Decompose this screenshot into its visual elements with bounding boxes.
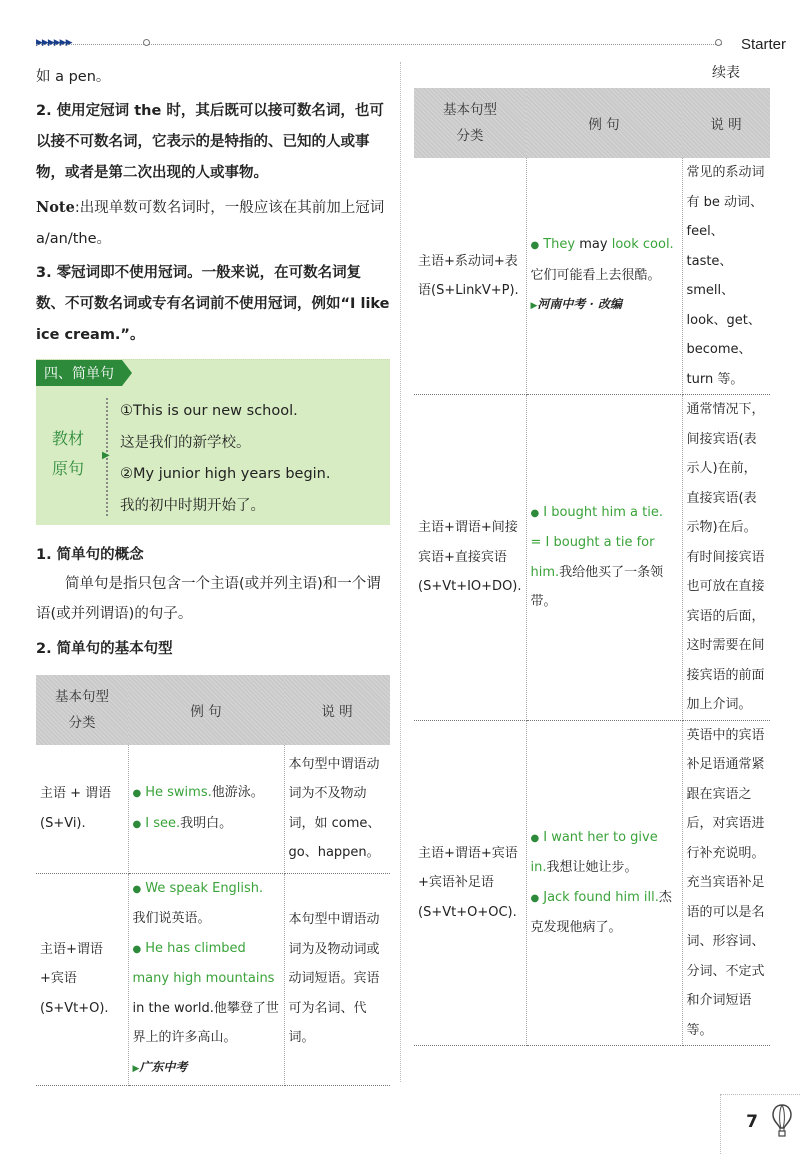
pattern-cell: 主语+谓语+宾语(S+Vt+O). xyxy=(36,873,128,1085)
note xyxy=(36,192,390,255)
example: ● They may look cool. xyxy=(530,237,674,253)
sentence: ②My junior high years begin. xyxy=(120,466,331,482)
pattern-cell: 主语+谓语+间接宾语+直接宾语(S+Vt+IO+DO). xyxy=(414,395,526,721)
table-header: 例 句 xyxy=(128,675,284,745)
textbook-label-line: 原句 xyxy=(52,459,85,478)
paragraph: 2. 使用定冠词 the 时，其后既可以接可数名词，也可以接不可数名词，它表示的是特指的、已知的人或事物，或者是第二次出现的人或事物。 xyxy=(36,103,384,181)
header-rule xyxy=(36,44,722,45)
example-cell xyxy=(526,395,682,721)
example-translation: 我们说英语。 xyxy=(132,911,211,927)
sentence: 这是我们的新学校。 xyxy=(120,434,251,451)
example: ● Jack found him ill.杰克发现他病了。 xyxy=(530,889,672,936)
table-row xyxy=(414,395,770,721)
header-arrows: ▶▶▶▶▶▶ xyxy=(36,38,72,48)
textbook-sentences xyxy=(120,396,330,522)
table-row xyxy=(414,158,770,395)
sentence: ①This is our new school. xyxy=(120,403,298,419)
page-number: 7 xyxy=(746,1112,758,1132)
header-title: Starter xyxy=(740,36,786,53)
sentence: 我的初中时期开始了。 xyxy=(120,497,265,514)
subheading: 2. 简单句的基本句型 xyxy=(36,641,173,657)
table-header: 说 明 xyxy=(284,675,390,745)
left-column xyxy=(36,62,390,1086)
example: ● I bought him a tie. = I bought a tie for him.我给他买了一条领带。 xyxy=(530,504,664,610)
right-column xyxy=(414,62,770,1046)
table-row xyxy=(36,873,390,1085)
paragraph: 简单句是指只包含一个主语(或并列主语)和一个谓语(或并列谓语)的句子。 xyxy=(36,576,381,622)
sentence-pattern-table-continued xyxy=(414,88,770,1046)
subheading: 1. 简单句的概念 xyxy=(36,547,144,563)
paragraph: 3. 零冠词即不使用冠词。一般来说，在可数名词复数、不可数名词或专有名词前不使用冠词，例如“I like ice cream.”。 xyxy=(36,265,390,343)
note-cell: 常见的系动词有 be 动词、feel、taste、smell、look、get、become、turn 等。 xyxy=(682,158,770,395)
source-tag: ▶广东中考 xyxy=(132,1059,188,1074)
table-header: 基本句型 分类 xyxy=(36,675,128,745)
pattern-cell: 主语+系动词+表语(S+LinkV+P). xyxy=(414,158,526,395)
textbook-sentence-box xyxy=(36,359,390,525)
table-row xyxy=(414,720,770,1046)
section-tag: 四、简单句 xyxy=(36,360,122,386)
header-dot xyxy=(143,39,150,46)
note-cell: 本句型中谓语动词为不及物动词，如 come、go、happen。 xyxy=(284,745,390,873)
continued-label: 续表 xyxy=(712,65,740,81)
hot-air-balloon-icon xyxy=(772,1104,792,1138)
table-header: 例 句 xyxy=(526,88,682,158)
header-dot xyxy=(715,39,722,46)
table-header: 基本句型 分类 xyxy=(414,88,526,158)
note-label: Note xyxy=(36,199,75,216)
sentence-pattern-table xyxy=(36,675,390,1086)
note-cell: 本句型中谓语动词为及物动词或动词短语。宾语可为名词、代词。 xyxy=(284,873,390,1085)
source-tag: ▶河南中考 · 改编 xyxy=(530,297,622,312)
example-cell xyxy=(128,873,284,1085)
textbook-label xyxy=(52,424,84,484)
textbook-label-line: 教材 xyxy=(52,429,85,448)
pattern-cell: 主语+谓语+宾语+宾语补足语(S+Vt+O+OC). xyxy=(414,720,526,1046)
example-cell xyxy=(526,158,682,395)
paragraph: 如 a pen。 xyxy=(36,69,111,85)
example-cell xyxy=(526,720,682,1046)
note-cell: 英语中的宾语补足语通常紧跟在宾语之后，对宾语进行补充说明。充当宾语补足语的可以是名词、形容词、分词、不定式和介词短语等。 xyxy=(682,720,770,1046)
note-cell: 通常情况下，间接宾语(表示人)在前，直接宾语(表示物)在后。有时间接宾语也可放在直接宾语的后面，这时需要在间接宾语的前面加上介词。 xyxy=(682,395,770,721)
note-text: :出现单数可数名词时，一般应该在其前加上冠词 a/an/the。 xyxy=(36,200,385,247)
table-row xyxy=(36,745,390,873)
pattern-cell: 主语 + 谓语(S+Vi). xyxy=(36,745,128,873)
example: ● He has climbed many high mountains in the world.他攀登了世界上的许多高山。 xyxy=(132,940,279,1046)
example: ● I see.我明白。 xyxy=(132,815,233,831)
example-translation: 它们可能看上去很酷。 xyxy=(530,267,661,283)
column-divider xyxy=(400,62,401,1082)
example: ● We speak English. xyxy=(132,880,264,896)
table-header: 说 明 xyxy=(682,88,770,158)
example: ● I want her to give in.我想让她让步。 xyxy=(530,829,658,876)
example-cell xyxy=(128,745,284,873)
arrow-icon: ▶ xyxy=(102,450,110,461)
example: ● He swims.他游泳。 xyxy=(132,785,264,801)
